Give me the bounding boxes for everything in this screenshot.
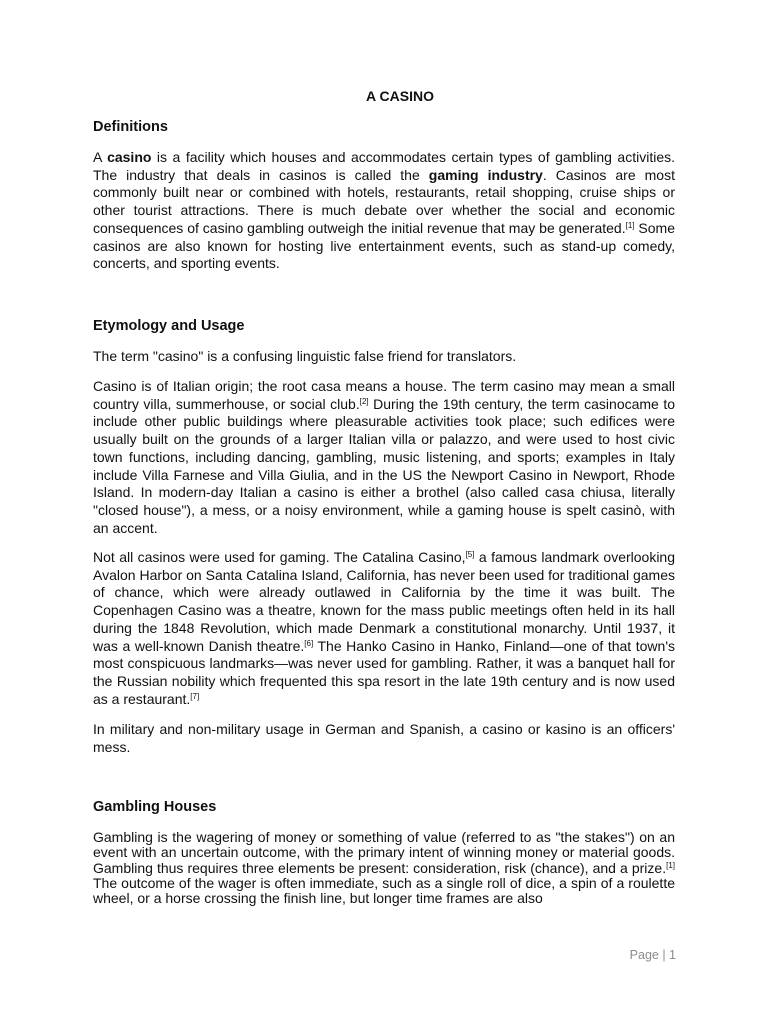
text-run: a famous landmark overlooking Avalon Harbor on Santa Catalina Island, California, has never been used for traditional games of chance, which were already outlawed in California by the time it was built. The Copenhagen Casino was a theatre, known for the mass public meetings often held in its hall during the 1848 Revolution, which made Denmark a constitutional monarchy. Until 1937, it was a well-known Danish theatre.	[93, 549, 676, 654]
text-run: During the 19th century, the term casinocame to include other public buildings where pleasurable activities took place; such edifices were usually built on the grounds of a larger Italian villa or palazzo, and were used to host civic town functions, including dancing, gambling, music listening, and sports; examples in Italy include Villa Farnese and Villa Giulia, and in the US the Newport Casino in Newport, Rhode Island. In modern-day Italian a casino is either a brothel (also called casa chiusa, literally "closed house"), a mess, or a noisy environment, while a gaming house is spelt casinò, with an accent.	[93, 395, 675, 536]
page-number-footer: Page | 1	[629, 948, 676, 962]
paragraph-etymology-military: In military and non-military usage in German and Spanish, a casino or kasino is an officers' mess.	[93, 721, 675, 755]
text-run: . Casinos are most commonly built near or combined with hotels, restaurants, retail shopping, cruise ships or other tourist attractions. There is much debate over whether the social and economic consequences of casino gambling outweigh the initial revenue that may be generated.	[93, 166, 675, 236]
section-heading-definitions: Definitions	[93, 119, 168, 135]
paragraph-etymology-non-gaming	[93, 549, 675, 708]
text-run: Some casinos are also known for hosting live entertainment events, such as stand-up comedy, concerts, and sporting events.	[93, 219, 675, 272]
text-run: Gambling is the wagering of money or something of value (referred to as "the stakes") on an event with an uncertain outcome, with the primary intent of winning money or material goods. Gambling thus requires three elements be present: consideration, risk (chance), and a prize.	[93, 829, 675, 876]
paragraph-etymology-intro: The term "casino" is a confusing linguistic false friend for translators.	[93, 348, 517, 364]
citation-ref[interactable]: [6]	[304, 638, 314, 648]
page-title: A CASINO	[366, 88, 434, 104]
paragraph-definitions	[93, 149, 675, 273]
text-run: Not all casinos were used for gaming. The Catalina Casino,	[93, 549, 466, 565]
bold-term-casino: casino	[107, 149, 152, 165]
text-run: Casino is of Italian origin; the root casa means a house. The term casino may mean a small country villa, summerhouse, or social club.	[93, 378, 675, 412]
citation-ref[interactable]: [7]	[190, 691, 200, 701]
text-run: The Hanko Casino in Hanko, Finland—one of that town's most conspicuous landmarks—was never used for gambling. Rather, it was a banquet hall for the Russian nobility which frequented this spa resort in the late 19th century and is now used as a restaurant.	[93, 637, 676, 707]
text-run: The outcome of the wager is often immediate, such as a single roll of dice, a spin of a roulette wheel, or a horse crossing the finish line, but longer time frames are also	[93, 874, 675, 907]
section-heading-etymology: Etymology and Usage	[93, 318, 245, 334]
citation-ref[interactable]: [1]	[666, 860, 675, 870]
bold-term-gaming-industry: gaming industry	[428, 166, 543, 183]
citation-ref[interactable]: [1]	[625, 220, 635, 230]
citation-ref[interactable]: [2]	[359, 396, 369, 406]
text-run: is a facility which houses and accommodates certain types of gambling activities. The industry that deals in casinos is called the	[93, 149, 675, 183]
paragraph-gambling	[93, 830, 675, 906]
citation-ref[interactable]: [5]	[465, 550, 475, 559]
text-run: A	[93, 149, 108, 165]
paragraph-etymology-origin	[93, 378, 675, 537]
section-heading-gambling-houses: Gambling Houses	[93, 799, 217, 815]
